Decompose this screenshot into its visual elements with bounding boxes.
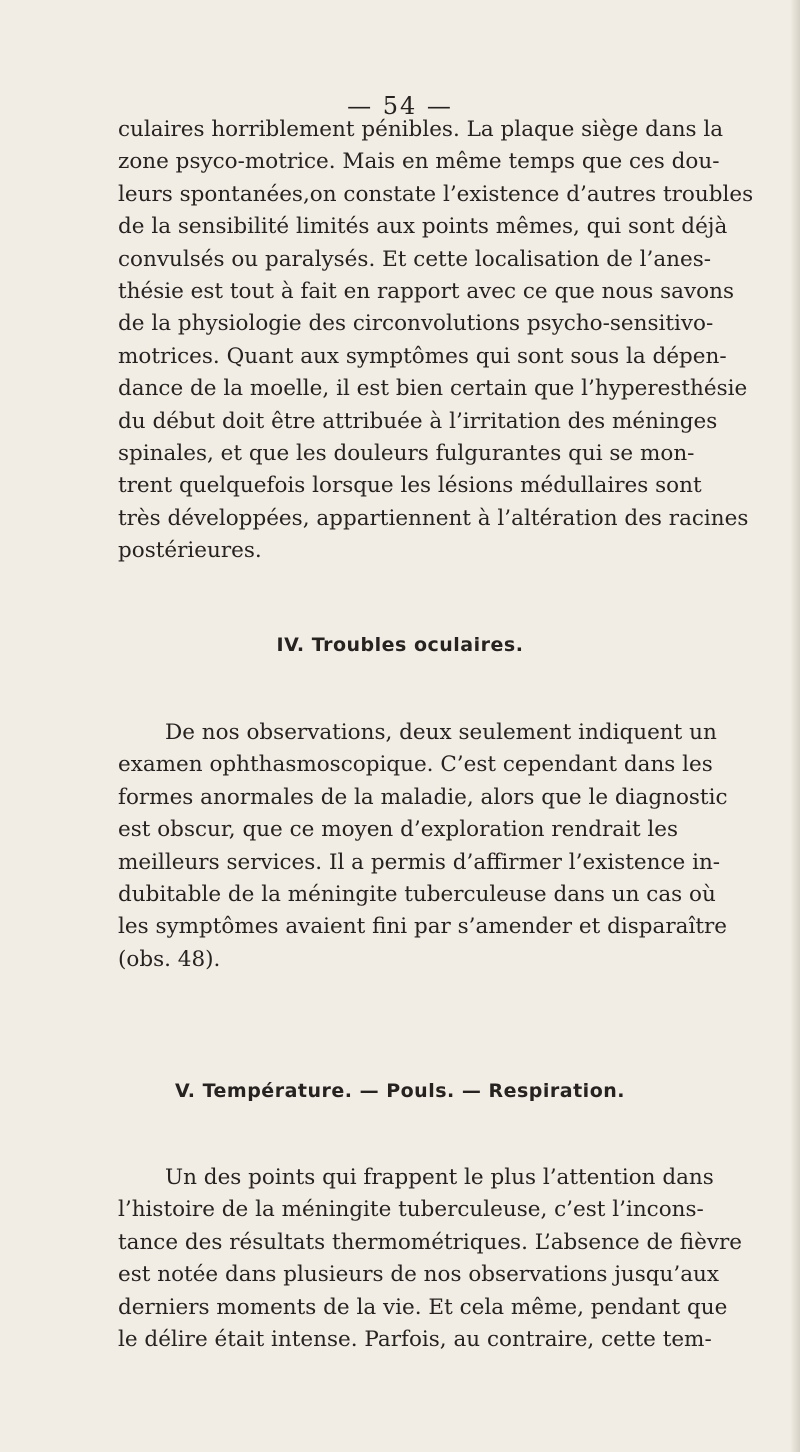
text-line: spinales, et que les douleurs fulgurantes qui se mon- bbox=[118, 441, 695, 467]
paragraph-ocular-troubles bbox=[118, 717, 763, 976]
text-line: est obscur, que ce moyen d’exploration rendrait les bbox=[118, 817, 679, 843]
text-line: examen ophthasmoscopique. C’est cependant dans les bbox=[118, 752, 713, 778]
section-heading-ocular: IV. Troubles oculaires. bbox=[276, 634, 524, 656]
page-edge-shadow bbox=[790, 0, 800, 1452]
text-line: motrices. Quant aux symptômes qui sont sous la dépen- bbox=[118, 343, 727, 369]
text-line: meilleurs services. Il a permis d’affirmer l’existence in- bbox=[118, 849, 721, 875]
text-line: est notée dans plusieurs de nos observations jusqu’aux bbox=[118, 1262, 719, 1288]
section-heading-temperature: V. Température. — Pouls. — Respiration. bbox=[175, 1080, 625, 1102]
text-line: convulsés ou paralysés. Et cette localisation de l’anes- bbox=[118, 246, 712, 272]
text-line: le délire était intense. Parfois, au contraire, cette tem- bbox=[118, 1327, 712, 1353]
text-line: (obs. 48). bbox=[118, 946, 221, 972]
text-line: formes anormales de la maladie, alors que le diagnostic bbox=[118, 784, 728, 810]
text-line: Un des points qui frappent le plus l’attention dans bbox=[165, 1165, 714, 1190]
text-line: de la physiologie des circonvolutions psycho-sensitivo- bbox=[118, 311, 714, 337]
text-line: postérieures. bbox=[118, 538, 262, 564]
text-line: thésie est tout à fait en rapport avec ce que nous savons bbox=[118, 279, 734, 305]
paragraph-cerebral-symptoms bbox=[118, 114, 763, 568]
text-line: du début doit être attribuée à l’irritation des méninges bbox=[118, 408, 718, 434]
text-line: de la sensibilité limités aux points mêmes, qui sont déjà bbox=[118, 214, 728, 240]
text-line: l’histoire de la méningite tuberculeuse, c’est l’incons- bbox=[118, 1197, 704, 1223]
paragraph-temperature bbox=[118, 1162, 763, 1356]
text-line: De nos observations, deux seulement indiquent un bbox=[165, 720, 717, 745]
text-line: zone psyco-motrice. Mais en même temps que ces dou- bbox=[118, 149, 720, 175]
text-line: culaires horriblement pénibles. La plaque siège dans la bbox=[118, 117, 724, 142]
text-line: leurs spontanées,on constate l’existence d’autres troubles bbox=[118, 181, 754, 207]
text-line: tance des résultats thermométriques. L’absence de fièvre bbox=[118, 1229, 743, 1255]
text-line: derniers moments de la vie. Et cela même, pendant que bbox=[118, 1294, 728, 1320]
text-line: trent quelquefois lorsque les lésions médullaires sont bbox=[118, 473, 702, 499]
text-line: les symptômes avaient fini par s’amender et disparaître bbox=[118, 914, 727, 940]
text-line: dubitable de la méningite tuberculeuse dans un cas où bbox=[118, 882, 716, 908]
page-number: — 54 — bbox=[347, 92, 453, 120]
text-line: très développées, appartiennent à l’altération des racines bbox=[118, 505, 749, 531]
text-line: dance de la moelle, il est bien certain que l’hyperesthésie bbox=[118, 376, 748, 402]
